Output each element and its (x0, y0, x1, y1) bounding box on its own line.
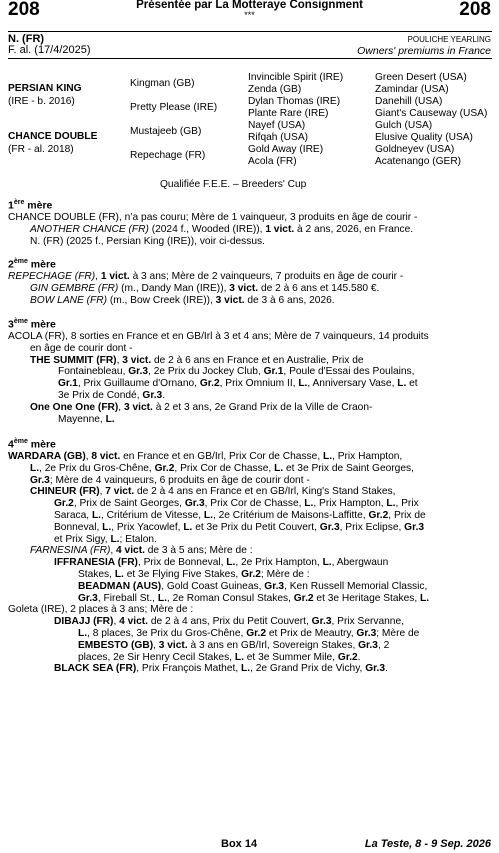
consignor-title: Présentée par La Motteraye Consignment (136, 0, 363, 11)
gen3-item: Acola (FR) (248, 156, 297, 167)
gen3-item: Invincible Spirit (IRE) (248, 72, 344, 83)
gen4-item: Giant's Causeway (USA) (375, 108, 488, 119)
gen4-item: Zamindar (USA) (375, 84, 449, 95)
second-dam-paragraph: REPECHAGE (FR), 1 vict. à 3 ans; Mère de 2 vainqueurs, 7 produits en âge de courir - GIN GEMBRE (FR) (m., Dandy Man (IRE)), 3 vict. de 2 à 6 ans et 145.580 €. BOW LANE (FR) (m., Bow Creek (IRE)), 3 vict. de 3 à 6 ans, 2026. (8, 271, 404, 306)
second-dam-heading: 2ème mère (8, 258, 56, 271)
gen3-item: Gold Away (IRE) (248, 144, 324, 155)
lot-number-left: 208 (8, 0, 40, 20)
horse-sex-birth: F. al. (17/4/2025) (8, 44, 91, 56)
third-dam-heading: 3ème mère (8, 318, 56, 331)
fourth-dam-heading: 4ème mère (8, 438, 56, 451)
owners-premiums: Owners' premiums in France (357, 45, 491, 57)
third-dam-paragraph: ACOLA (FR), 8 sorties en France et en GB/Irl à 3 et 4 ans; Mère de 7 vainqueurs, 14 produits en âge de courir dont - THE SUMMIT (FR), 3 vict. de 2 à 6 ans en France et en Australie, Prix de Fontainebleau, Gr.3, 2e Prix du Jockey Club, Gr.1, Poule d'Essai des Poulains, Gr.1, Prix Guillaume d'Ornano, Gr.2, Prix Omnium II, L., Anniversary Vase, L. et 3e Prix de Condé, Gr.3. One One One (FR), 3 vict. à 2 et 3 ans, 2e Grand Prix de la Ville de Craon- Mayenne, L. (8, 331, 429, 425)
gen3-item: Nayef (USA) (248, 120, 306, 131)
gen3-item: Rifqah (USA) (248, 132, 309, 143)
gen2-item: Kingman (GB) (130, 78, 195, 89)
gen3-item: Plante Rare (IRE) (248, 108, 329, 119)
footer-box: Box 14 (221, 838, 258, 850)
footer-place: La Teste, 8 - 9 Sep. 2026 (364, 838, 491, 850)
dam-detail: (FR - al. 2018) (8, 144, 74, 155)
header-stars: *** (244, 10, 255, 20)
gen2-item: Pretty Please (IRE) (130, 102, 218, 113)
top-rule (8, 31, 492, 32)
pedigree-top-rule (8, 58, 492, 59)
gen3-item: Zenda (GB) (248, 84, 302, 95)
gen4-item: Acatenango (GER) (375, 156, 462, 167)
sire-detail: (IRE - b. 2016) (8, 96, 75, 107)
gen4-item: Goldneyev (USA) (375, 144, 455, 155)
dam-name: CHANCE DOUBLE (8, 131, 98, 142)
gen4-item: Gulch (USA) (375, 120, 433, 131)
qualification: Qualifiée F.E.E. – Breeders' Cup (160, 179, 307, 190)
horse-name: N. (FR) (8, 33, 45, 45)
first-dam-paragraph: CHANCE DOUBLE (FR), n’a pas couru; Mère de 1 vainqueur, 3 produits en âge de courir - ANOTHER CHANCE (FR) (2024 f., Wooded (IRE)), 1 vict. à 2 ans, 2026, en France. N. (FR) (2025 f., Persian King (IRE)), voir ci-dessus. (8, 212, 418, 247)
gen4-item: Elusive Quality (USA) (375, 132, 473, 143)
sire-name: PERSIAN KING (8, 83, 82, 94)
lot-number-right: 208 (459, 0, 491, 20)
fourth-dam-paragraph: WARDARA (GB), 8 vict. en France et en GB/Irl, Prix Cor de Chasse, L., Prix Hampton, L., 2e Prix du Gros-Chêne, Gr.2, Prix Cor de Chasse, L. et 3e Prix de Saint Georges, Gr.3; Mère de 4 vainqueurs, 6 produits en âge de courir dont - CHINEUR (FR), 7 vict. de 2 à 4 ans en France et en GB/Irl, King's Stand Stakes, Gr.2, Prix de Saint Georges, Gr.3, Prix Cor de Chasse, L., Prix Hampton, L., Prix Saraca, L., Critérium de Vitesse, L., 2e Critérium de Maisons-Laffitte, Gr.2, Prix de Bonneval, L., Prix Yacowlef, L. et 3e Prix du Petit Couvert, Gr.3, Prix Eclipse, Gr.3 et Prix Sigy, L.; Etalon. FARNESINA (FR), 4 vict. de 3 à 5 ans; Mère de : IFFRANESIA (FR), Prix de Bonneval, L., 2e Prix Hampton, L., Abergwaun Stakes, L. et 3e Flying Five Stakes, Gr.2; Mère de : BEADMAN (AUS), Gold Coast Guineas, Gr.3, Ken Russell Memorial Classic, Gr.3, Fireball St., L., 2e Roman Consul Stakes, Gr.2 et 3e Heritage Stakes, L. Goleta (IRE), 2 places à 3 ans; Mère de : DIBAJJ (FR), 4 vict. de 2 à 4 ans, Prix du Petit Couvert, Gr.3, Prix Servanne, L., 8 places, 3e Prix du Gros-Chêne, Gr.2 et Prix de Meautry, Gr.3; Mère de EMBESTO (GB), 3 vict. à 3 ans en GB/Irl, Sovereign Stakes, Gr.3, 2 places, 2e Sir Henry Cecil Stakes, L. et 3e Summer Mile, Gr.2. BLACK SEA (FR), Prix François Mathet, L., 2e Grand Prix de Vichy, Gr.3. (8, 451, 430, 675)
gen3-item: Dylan Thomas (IRE) (248, 96, 341, 107)
gen4-item: Green Desert (USA) (375, 72, 467, 83)
first-dam-heading: 1ère mère (8, 199, 53, 212)
horse-category: POULICHE YEARLING (407, 35, 491, 44)
gen2-item: Repechage (FR) (130, 150, 206, 161)
gen2-item: Mustajeeb (GB) (130, 126, 202, 137)
gen4-item: Danehill (USA) (375, 96, 443, 107)
